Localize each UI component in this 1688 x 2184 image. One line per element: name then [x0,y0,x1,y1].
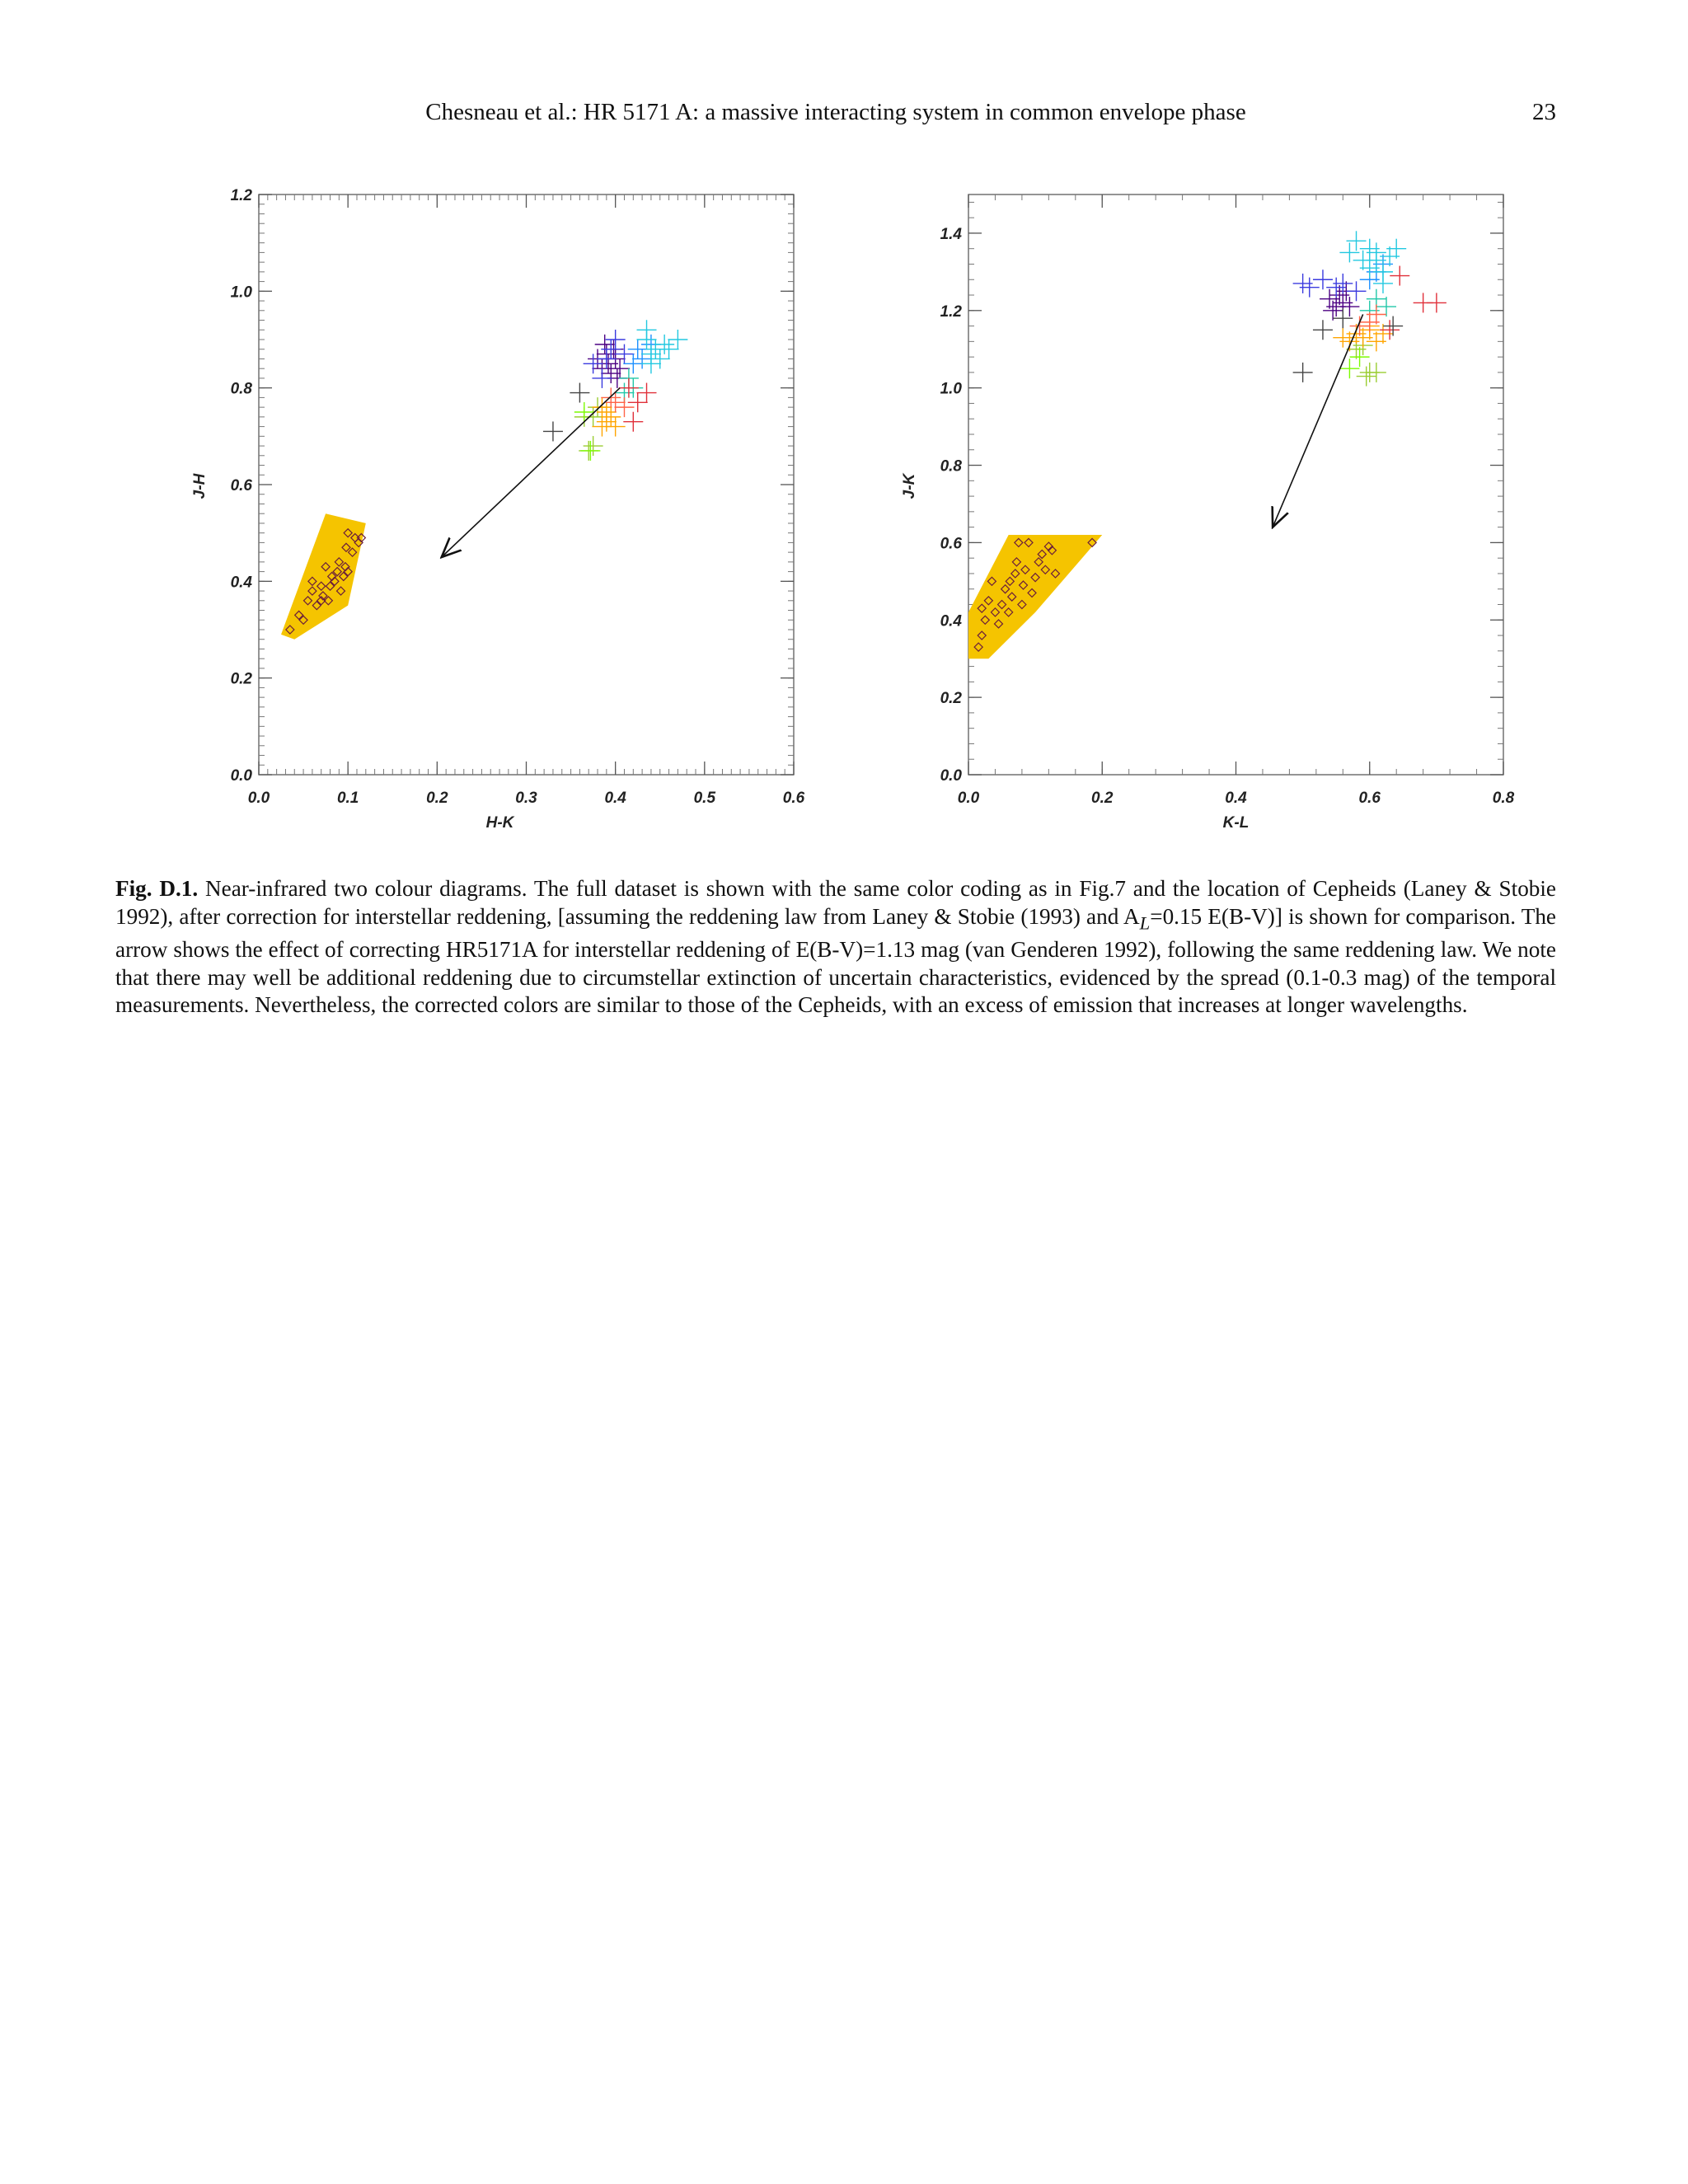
x-tick-label: 0.1 [336,790,359,807]
data-point-plus [610,359,630,378]
running-title: Chesneau et al.: HR 5171 A: a massive interacting system in common envelope phase [425,99,1246,125]
y-tick-label: 0.4 [230,574,252,592]
y-axis-label: J-K [901,473,918,499]
y-tick-label: 1.2 [940,302,962,321]
data-point-plus [614,344,634,364]
figure-d1 [0,0,1688,874]
data-point-plus [592,397,612,417]
caption-label: Fig. D.1. [115,876,199,901]
y-tick-label: 1.0 [940,380,962,398]
data-point-plus [601,407,621,427]
plot-frame [259,194,794,775]
data-point-plus [584,354,603,373]
figure-caption [115,875,1556,1019]
x-tick-label: 0.0 [247,790,270,807]
data-point-plus [1313,269,1333,289]
y-tick-label: 1.2 [230,187,252,204]
data-point-plus [659,340,679,359]
data-point-plus [584,436,603,456]
data-point-plus [1313,320,1333,340]
y-tick-label: 0.8 [940,457,962,476]
page-number: 23 [1532,99,1556,125]
data-point-plus [650,349,670,368]
y-tick-label: 0.0 [940,767,962,785]
data-point-plus [601,363,621,383]
caption-text-part2: =0.15 E(B-V)] is shown for comparison. The arrow shows the effect of correcting HR5171A for interstellar reddening of E(B-V)=1.13 mag (van Genderen 1992), following the same reddening law. We note that there may well be additional reddening due to circumstellar extinction of uncertain characteristics, evidenced by the spread (0.1-0.3 mag) of the temporal measurements. Nevertheless, the corrected colors are similar to those of the Cepheids, with an excess of emission that increases at longer wavelengths. [115,903,1557,1018]
y-tick-label: 0.0 [230,767,252,785]
plot-jh-vs-hk [191,187,805,832]
x-tick-label: 0.2 [426,790,448,807]
y-tick-label: 1.0 [230,284,252,302]
data-point-plus [641,354,661,373]
data-point-plus [1390,266,1409,286]
data-point-plus [628,340,648,359]
y-tick-label: 0.4 [940,612,962,630]
x-axis-label: H-K [485,814,514,832]
data-point-plus [597,402,617,422]
y-tick-label: 0.2 [230,670,252,688]
data-point-plus [637,320,657,340]
data-point-plus [668,330,687,349]
plot-jk-vs-kl [901,194,1515,832]
data-point-plus [1357,367,1376,387]
y-axis-label: J-H [191,473,209,499]
data-point-plus [606,330,626,349]
x-tick-label: 0.2 [1091,790,1114,807]
x-tick-label: 0.4 [1225,790,1247,807]
data-point-plus [637,383,657,403]
x-tick-label: 0.4 [604,790,626,807]
data-point-plus [580,441,600,461]
plot-frame [968,194,1503,775]
data-point-plus [601,340,621,359]
data-point-plus [543,421,563,441]
y-tick-label: 0.8 [230,380,252,398]
data-point-plus [623,354,643,373]
caption-text-part1: Near-infrared two colour diagrams. The full dataset is shown with the same color coding as in Fig.7 and the location of Cepheids (Laney & Stobie 1992), after correction for interstellar reddening, [assuming the reddening law from Laney & Stobie (1993) and A [115,876,1557,929]
data-point-plus [1350,347,1370,367]
data-point-plus [570,383,589,403]
data-point-plus [628,392,648,412]
data-point-plus [632,349,652,368]
data-point-plus [606,392,626,412]
data-point-plus [1383,316,1403,336]
reddening-arrow [442,388,620,557]
x-tick-label: 0.8 [1492,790,1515,807]
x-tick-label: 0.3 [515,790,537,807]
data-point-plus [623,412,643,432]
data-point-plus [1427,293,1447,312]
data-point-plus [592,368,612,388]
data-point-plus [574,402,594,422]
reddening-arrow [1273,314,1363,527]
data-point-plus [606,417,626,437]
x-tick-label: 0.6 [1358,790,1381,807]
x-axis-label: K-L [1222,814,1250,832]
y-tick-label: 1.4 [940,225,962,243]
data-point-plus [654,335,674,354]
y-tick-label: 0.2 [940,690,962,708]
x-tick-label: 0.0 [957,790,980,807]
data-point-plus [619,378,639,398]
y-tick-label: 0.6 [940,535,962,553]
x-tick-label: 0.5 [693,790,716,807]
data-point-plus [1350,316,1370,336]
data-point-plus [614,397,634,417]
x-tick-label: 0.6 [782,790,805,807]
data-point-plus [1376,297,1396,316]
y-tick-label: 0.6 [230,477,252,494]
cepheid-region [281,513,366,640]
data-point-plus [1293,363,1313,382]
data-point-plus [584,407,603,427]
caption-subscript: L [1139,912,1151,933]
